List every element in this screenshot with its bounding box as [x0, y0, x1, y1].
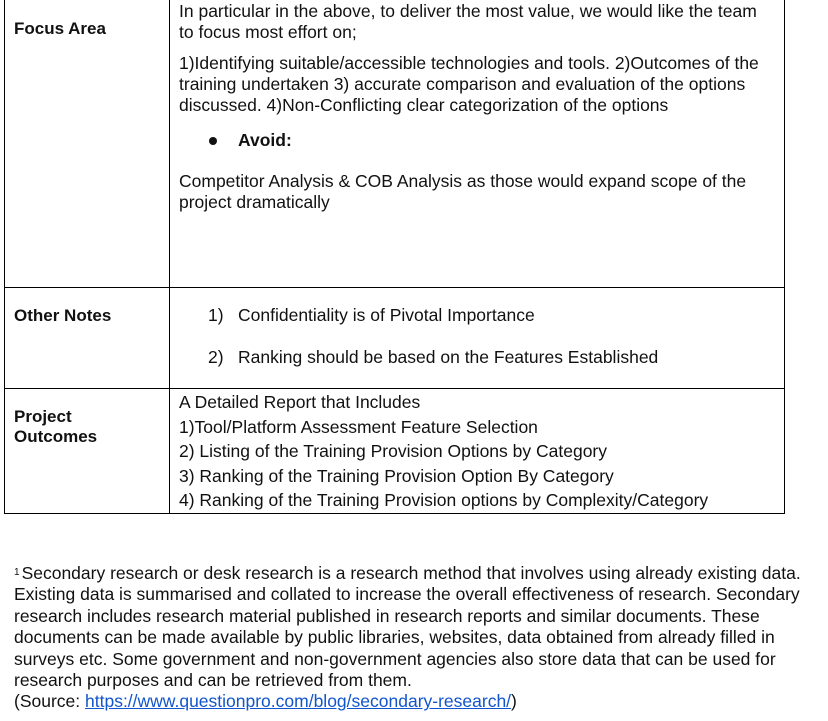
other-notes-content-cell [170, 288, 785, 389]
focus-area-label: Focus Area [14, 19, 106, 38]
source-prefix: (Source: [14, 691, 85, 712]
avoid-label: Avoid: [238, 130, 292, 150]
other-notes-row [5, 288, 785, 389]
footnote [14, 563, 814, 713]
focus-area-label-cell [5, 0, 170, 288]
project-outcomes-content-cell [170, 389, 785, 514]
bullet-dot-icon [209, 137, 217, 145]
other-notes-label: Other Notes [14, 306, 112, 325]
list-item-number: 1) [208, 305, 224, 325]
project-outcomes-label-cell [5, 389, 170, 514]
source-link[interactable]: https://www.questionpro.com/blog/secondary-research/ [85, 691, 512, 712]
footnote-text: Secondary research or desk research is a research method that involves using already existing data. Existing data is summarised and collated to increase the overall effectiveness of research. Secondary research includes research material published in research reports and similar documents. These documents can be made available by public libraries, websites, data obtained from already filled in surveys etc. Some government and non-government agencies also store data that can be used for research purposes and can be retrieved from them. [14, 563, 801, 691]
outcome-line: 4) Ranking of the Training Provision options by Complexity/Category [179, 490, 709, 510]
list-item-number: 2) [208, 347, 224, 367]
avoid-bullet [179, 130, 776, 151]
footnote-marker: 1 [14, 567, 20, 578]
project-outcomes-row [5, 389, 785, 514]
outcome-line: 3) Ranking of the Training Provision Option By Category [179, 465, 614, 486]
project-outcomes-label-line1: Project [14, 407, 72, 426]
project-outcomes-label [5, 389, 169, 447]
focus-area-intro: In particular in the above, to deliver the most value, we would like the team to focus most effort on; [179, 1, 757, 42]
source-suffix: ) [511, 691, 517, 712]
other-notes-label-cell [5, 288, 170, 389]
outcome-line: A Detailed Report that Includes [179, 392, 421, 412]
list-item-text: Confidentiality is of Pivotal Importance [238, 305, 535, 325]
list-item-text: Ranking should be based on the Features Established [238, 347, 659, 367]
list-item [208, 347, 776, 368]
focus-area-row [5, 0, 785, 288]
requirements-table [4, 0, 785, 514]
avoid-text: Competitor Analysis & COB Analysis as those would expand scope of the project dramatically [179, 171, 747, 212]
outcome-line: 1)Tool/Platform Assessment Feature Selection [179, 416, 538, 437]
project-outcomes-label-line2: Outcomes [14, 427, 98, 446]
focus-area-content-cell [170, 0, 785, 288]
outcome-line: 2) Listing of the Training Provision Options by Category [179, 441, 607, 461]
focus-area-points: 1)Identifying suitable/accessible technologies and tools. 2)Outcomes of the training undertaken 3) accurate comparison and evaluation of the options discussed. 4)Non-Conflicting clear categorization of the options [179, 53, 759, 115]
other-notes-list [170, 288, 784, 368]
list-item [208, 305, 776, 326]
